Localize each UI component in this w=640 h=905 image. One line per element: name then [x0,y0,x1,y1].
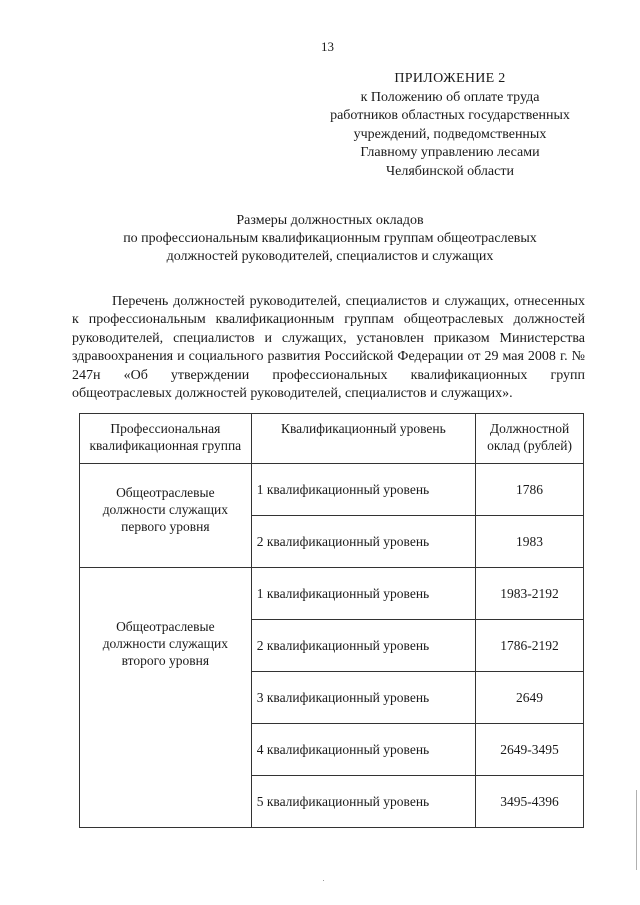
header-level: Квалификационный уровень [251,414,475,464]
salary-cell: 2649 [476,672,584,724]
scan-edge-mark [636,790,637,870]
header-salary: Должностной оклад (рублей) [476,414,584,464]
table-row [80,464,584,516]
salary-cell: 1786 [476,464,584,516]
scan-dot-mark [323,880,324,881]
table-header-row [80,414,584,464]
salary-cell: 1983 [476,516,584,568]
group-name-cell: Общеотраслевые должности служащих второго уровня [80,568,252,828]
level-cell: 1 квалификационный уровень [251,568,475,620]
appendix-line: к Положению об оплате труда [360,89,540,105]
level-cell: 5 квалификационный уровень [251,776,475,828]
level-cell: 4 квалификационный уровень [251,724,475,776]
appendix-title: ПРИЛОЖЕНИЕ 2 [394,71,506,86]
appendix-block [300,70,600,181]
appendix-line: работников областных государственных [330,108,570,123]
intro-paragraph: Перечень должностей руководителей, специалистов и служащих, отнесенных к профессиональным квалификационным группам общеотраслевых должностей руководителей, специалистов и служащих, установлен приказом Министерства здравоохранения и социального развития Российской Федерации от 29 мая 2008 г. № 247н «Об утверждении профессиональных квалификационных групп общеотраслевых должностей руководителей, специалистов и служащих». [72,294,585,402]
title-line: по профессиональным квалификационным группам общеотраслевых [123,231,537,246]
appendix-line: Челябинской области [386,163,514,179]
level-cell: 1 квалификационный уровень [251,464,475,516]
header-group: Профессиональная квалификационная группа [80,414,252,464]
salary-cell: 1983-2192 [476,568,584,620]
document-title [60,212,600,266]
salary-cell: 3495-4396 [476,776,584,828]
page-number: 13 [321,39,334,54]
level-cell: 2 квалификационный уровень [251,620,475,672]
table-row [80,568,584,620]
title-line: должностей руководителей, специалистов и служащих [166,249,494,264]
group-name-cell: Общеотраслевые должности служащих первого уровня [80,464,252,568]
appendix-line: Главному управлению лесами [360,145,540,160]
salary-cell: 2649-3495 [476,724,584,776]
title-line: Размеры должностных окладов [236,213,424,228]
salary-cell: 1786-2192 [476,620,584,672]
level-cell: 2 квалификационный уровень [251,516,475,568]
salary-table [79,413,584,828]
appendix-line: учреждений, подведомственных [353,126,547,142]
level-cell: 3 квалификационный уровень [251,672,475,724]
